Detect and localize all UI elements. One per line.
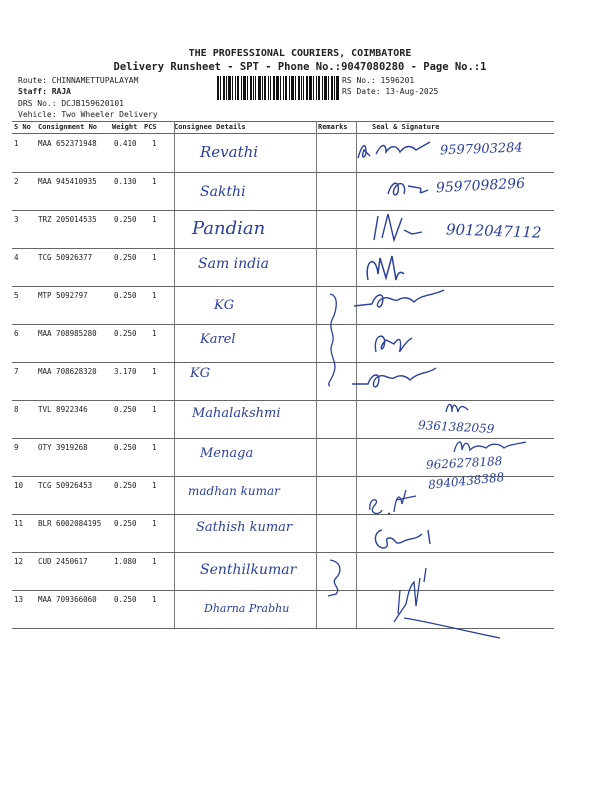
row-consignment: CUD 2450617 [38,557,88,566]
row-weight: 0.130 [114,177,137,186]
consignee-name-handwritten: madhan kumar [188,484,280,498]
consignee-name-handwritten: Menaga [200,446,254,461]
col-seal-header: Seal & Signature [372,123,440,131]
consignee-name-handwritten: Sathish kumar [196,520,293,535]
table-row [12,248,554,287]
row-pcs: 1 [152,595,157,604]
table-row [12,324,554,363]
signature-mark [452,436,528,456]
row-sno: 9 [14,443,19,452]
row-pcs: 1 [152,329,157,338]
row-weight: 0.250 [114,253,137,262]
row-sno: 1 [14,139,19,148]
consignee-name-handwritten: Karel [200,332,236,347]
row-sno: 12 [14,557,24,566]
row-weight: 0.410 [114,139,137,148]
staff-label: Staff: RAJA [18,87,71,96]
consignee-name-handwritten: Revathi [200,143,259,161]
row-consignment: MAA 708985280 [38,329,97,338]
row-sno: 3 [14,215,19,224]
col-remarks-header: Remarks [318,123,348,131]
consignee-phone-handwritten: 9012047112 [445,220,542,242]
row-sno: 7 [14,367,19,376]
row-pcs: 1 [152,253,157,262]
consignee-name-handwritten: Senthilkumar [200,562,297,578]
row-pcs: 1 [152,443,157,452]
row-consignment: TVL 8922346 [38,405,88,414]
row-consignment: TRZ 205014535 [38,215,97,224]
signature-mark [390,560,510,640]
consignee-name-handwritten: Dharna Prabhu [204,602,290,615]
row-consignment: OTY 3919268 [38,443,88,452]
row-weight: 0.250 [114,519,137,528]
row-pcs: 1 [152,177,157,186]
row-consignment: MTP 5092797 [38,291,88,300]
consignee-phone-handwritten: 9597903284 [439,140,523,159]
consignee-phone-handwritten: 9361382059 [417,418,495,436]
row-pcs: 1 [152,215,157,224]
signature-mark [352,284,452,314]
rs-number: RS No.: 1596201 [342,76,415,85]
signature-mark [350,364,440,392]
row-pcs: 1 [152,291,157,300]
row-consignment: MAA 708628320 [38,367,97,376]
table-row [12,362,554,401]
col-weight-header: Weight [112,123,138,131]
row-consignment: MAA 709366060 [38,595,97,604]
consignee-name-handwritten: Mahalakshmi [192,406,281,421]
row-weight: 0.250 [114,291,137,300]
consignee-phone-handwritten: 9626278188 [425,454,503,472]
row-pcs: 1 [152,481,157,490]
row-consignment: TCG 50926377 [38,253,93,262]
drs-number: DRS No.: DCJB159620101 [18,99,124,108]
col-sno-header: S No [14,123,31,131]
consignee-name-handwritten: KG [190,366,211,381]
consignee-name-handwritten: Sam india [198,256,269,272]
signature-mark [372,522,442,556]
row-pcs: 1 [152,367,157,376]
row-pcs: 1 [152,139,157,148]
row-pcs: 1 [152,557,157,566]
sheet-title: Delivery Runsheet - SPT - Phone No.:9047080280 - Page No.:1 [113,61,487,73]
row-weight: 0.250 [114,405,137,414]
row-consignment: MAA 945410935 [38,177,97,186]
barcode [217,76,339,100]
row-pcs: 1 [152,405,157,414]
row-consignment: BLR 6002084195 [38,519,102,528]
row-weight: 0.250 [114,329,137,338]
row-sno: 8 [14,405,19,414]
row-weight: 3.170 [114,367,137,376]
signature-mark [368,210,432,244]
row-pcs: 1 [152,519,157,528]
signature-mark [384,176,434,202]
route-label: Route: CHINNAMETTUPALAYAM [18,76,139,85]
table-row [12,286,554,325]
vehicle-label: Vehicle: Two Wheeler Delivery [18,110,158,119]
signature-mark [356,138,436,164]
consignee-name-handwritten: KG [214,298,235,313]
row-weight: 0.250 [114,481,137,490]
row-weight: 1.080 [114,557,137,566]
row-weight: 0.250 [114,443,137,452]
col-pcs-header: PCS [144,123,157,131]
row-weight: 0.250 [114,595,137,604]
col-consignment-header: Consignment No [38,123,98,131]
col-consignee-header: Consignee Details [174,123,246,131]
consignee-name-handwritten: Sakthi [200,184,246,200]
row-sno: 13 [14,595,24,604]
row-consignment: MAA 652371948 [38,139,97,148]
row-sno: 6 [14,329,19,338]
signature-mark [444,400,470,416]
row-sno: 5 [14,291,19,300]
row-consignment: TCG 50926453 [38,481,93,490]
row-sno: 11 [14,519,24,528]
row-sno: 4 [14,253,19,262]
rs-date: RS Date: 13-Aug-2025 [342,87,439,96]
signature-mark [362,250,408,286]
company-title: THE PROFESSIONAL COURIERS, COIMBATORE [188,48,412,59]
signature-mark [370,326,416,358]
row-sno: 2 [14,177,19,186]
table-top-rule [12,121,554,122]
consignee-phone-handwritten: 8940438388 [427,470,505,492]
consignee-phone-handwritten: 9597098296 [435,175,526,197]
row-sno: 10 [14,481,24,490]
consignee-name-handwritten: Pandian [192,218,266,239]
row-weight: 0.250 [114,215,137,224]
